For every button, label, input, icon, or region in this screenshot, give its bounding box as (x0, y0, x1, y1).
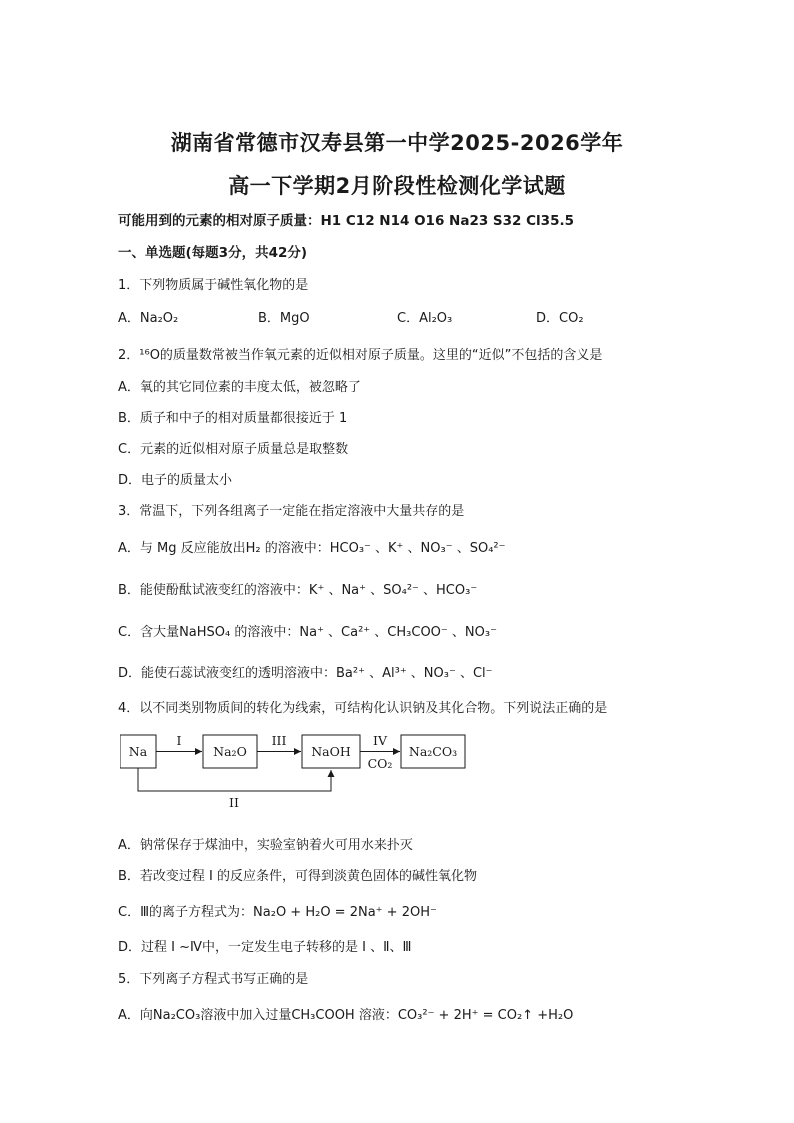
question-4-option-d: D．过程 I ~Ⅳ中，一定发生电子转移的是 I 、Ⅱ、Ⅲ (118, 940, 412, 955)
question-2-option-b: B．质子和中子的相对质量都很接近于 1 (118, 411, 348, 426)
question-3-stem: 3．常温下，下列各组离子一定能在指定溶液中大量共存的是 (118, 504, 465, 519)
question-4-option-b: B．若改变过程 I 的反应条件，可得到淡黄色固体的碱性氧化物 (118, 869, 478, 884)
question-2-option-a: A．氧的其它同位素的丰度太低，被忽略了 (118, 380, 361, 395)
exam-title-line2: 高一下学期2月阶段性检测化学试题 (228, 174, 566, 198)
exam-title-line1: 湖南省常德市汉寿县第一中学2025-2026学年 (170, 131, 624, 155)
node-na2o: Na₂O (213, 744, 247, 759)
question-3-option-a: A．与 Mg 反应能放出H₂ 的溶液中：HCO₃⁻ 、K⁺ 、NO₃⁻ 、SO₄²⁻ (118, 541, 506, 556)
question-3-option-b: B．能使酚酞试液变红的溶液中：K⁺ 、Na⁺ 、SO₄²⁻ 、HCO₃⁻ (118, 583, 478, 598)
question-1-option-a: A．Na₂O₂ (118, 311, 179, 326)
node-na2co3: Na₂CO₃ (408, 744, 458, 759)
arrow-reagent-co2: CO₂ (367, 756, 393, 771)
arrow-label-iii: III (271, 733, 287, 748)
question-1-option-b: B．MgO (258, 311, 310, 326)
node-naoh: NaOH (311, 744, 351, 759)
question-4-option-a: A．钠常保存于煤油中，实验室钠着火可用水来扑灭 (118, 838, 413, 853)
atomic-masses-note: 可能用到的元素的相对原子质量：H1 C12 N14 O16 Na23 S32 Cl35.5 (118, 213, 574, 229)
node-na: Na (128, 744, 148, 759)
question-5-stem: 5．下列离子方程式书写正确的是 (118, 972, 309, 987)
question-1-option-c: C．Al₂O₃ (397, 311, 453, 326)
question-1-option-d: D．CO₂ (536, 311, 584, 326)
question-4-stem: 4．以不同类别物质间的转化为线索，可结构化认识钠及其化合物。下列说法正确的是 (118, 701, 608, 716)
section-heading: 一、单选题(每题3分，共42分) (118, 245, 308, 261)
question-2-option-c: C．元素的近似相对原子质量总是取整数 (118, 442, 349, 457)
question-5-option-a: A．向Na₂CO₃溶液中加入过量CH₃COOH 溶液：CO₃²⁻ + 2H⁺ = CO₂↑ +H₂O (118, 1008, 574, 1023)
question-2-stem: 2．¹⁶O的质量数常被当作氧元素的近似相对原子质量。这里的“近似”不包括的含义是 (118, 348, 603, 363)
question-3-option-d: D．能使石蕊试液变红的透明溶液中：Ba²⁺ 、Al³⁺ 、NO₃⁻ 、Cl⁻ (118, 666, 493, 681)
arrow-ii (138, 768, 331, 791)
arrow-label-ii: II (229, 795, 239, 810)
question-1-stem: 1．下列物质属于碱性氧化物的是 (118, 278, 309, 293)
arrow-label-i: I (176, 733, 182, 748)
arrow-label-iv: IV (373, 733, 387, 748)
question-3-option-c: C．含大量NaHSO₄ 的溶液中：Na⁺ 、Ca²⁺ 、CH₃COO⁻ 、NO₃⁻ (118, 625, 497, 640)
question-2-option-d: D．电子的质量太小 (118, 473, 233, 488)
question-4-option-c: C．Ⅲ的离子方程式为：Na₂O + H₂O = 2Na⁺ + 2OH⁻ (118, 905, 437, 920)
sodium-conversion-diagram (120, 728, 480, 812)
